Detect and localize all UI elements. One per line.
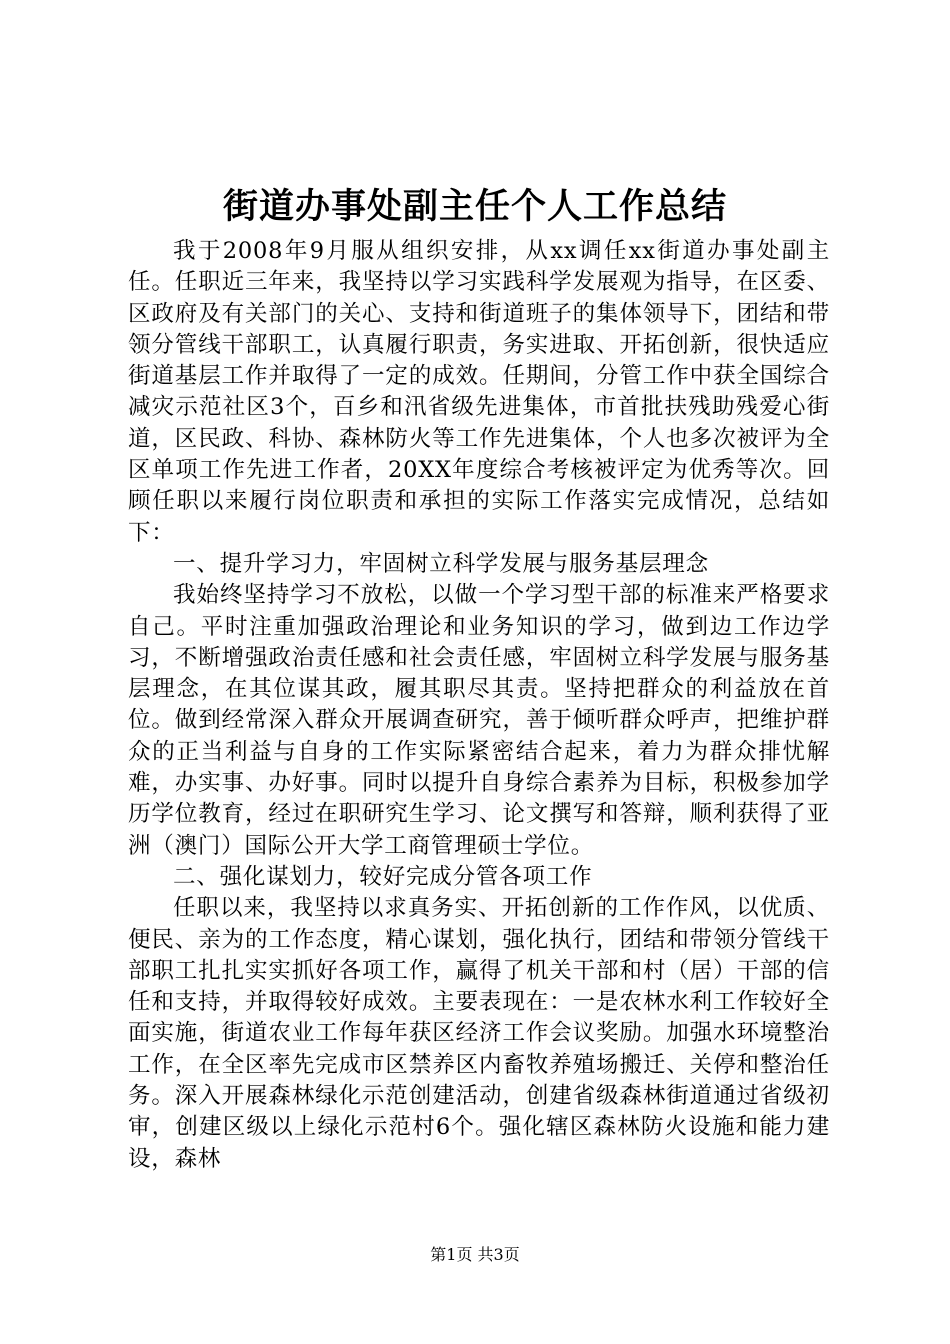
section-heading-1: 一、提升学习力，牢固树立科学发展与服务基层理念 [173,550,709,577]
paragraph-planning: 任职以来，我坚持以求真务实、开拓创新的工作作风，以优质、便民、亲为的工作态度，精心谋划，强化执行，团结和带领分管线干部职工扎扎实实抓好各项工作，赢得了机关干部和村（居）干部的信任和支持，并取得较好成效。主要表现在：一是农林水利工作较好全面实施，街道农业工作每年获区经济工作会议奖励。加强水环境整治工作，在全区率先完成市区禁养区内畜牧养殖场搬迁、关停和整治任务。深入开展森林绿化示范创建活动，创建省级森林街道通过省级初审，创建区级以上绿化示范村6个。强化辖区森林防火设施和能力建设，森林 [128,895,830,1172]
document-body [128,236,830,1175]
paragraph-learning: 我始终坚持学习不放松，以做一个学习型干部的标准来严格要求自己。平时注重加强政治理论和业务知识的学习，做到边工作边学习，不断增强政治责任感和社会责任感，牢固树立科学发展与服务基层理念，在其位谋其政，履其职尽其责。坚持把群众的利益放在首位。做到经常深入群众开展调查研究，善于倾听群众呼声，把维护群众的正当利益与自身的工作实际紧密结合起来，着力为群众排忧解难，办实事、办好事。同时以提升自身综合素养为目标，积极参加学历学位教育，经过在职研究生学习、论文撰写和答辩，顺利获得了亚洲（澳门）国际公开大学工商管理硕士学位。 [128,582,830,859]
section-heading-2: 二、强化谋划力，较好完成分管各项工作 [173,863,593,890]
document-title: 街道办事处副主任个人工作总结 [222,186,727,227]
paragraph-intro: 我于2008年9月服从组织安排，从xx调任xx街道办事处副主任。任职近三年来，我坚持以学习实践科学发展观为指导，在区委、区政府及有关部门的关心、支持和街道班子的集体领导下，团结和带领分管线干部职工，认真履行职责，务实进取、开拓创新，很快适应街道基层工作并取得了一定的成效。任期间，分管工作中获全国综合减灾示范社区3个，百乡和汛省级先进集体，市首批扶残助残爱心街道，区民政、科协、森林防火等工作先进集体，个人也多次被评为全区单项工作先进工作者，20XX年度综合考核被评定为优秀等次。回顾任职以来履行岗位职责和承担的实际工作落实完成情况，总结如下： [128,238,830,546]
page-number: 第1页 共3页 [430,1245,520,1264]
